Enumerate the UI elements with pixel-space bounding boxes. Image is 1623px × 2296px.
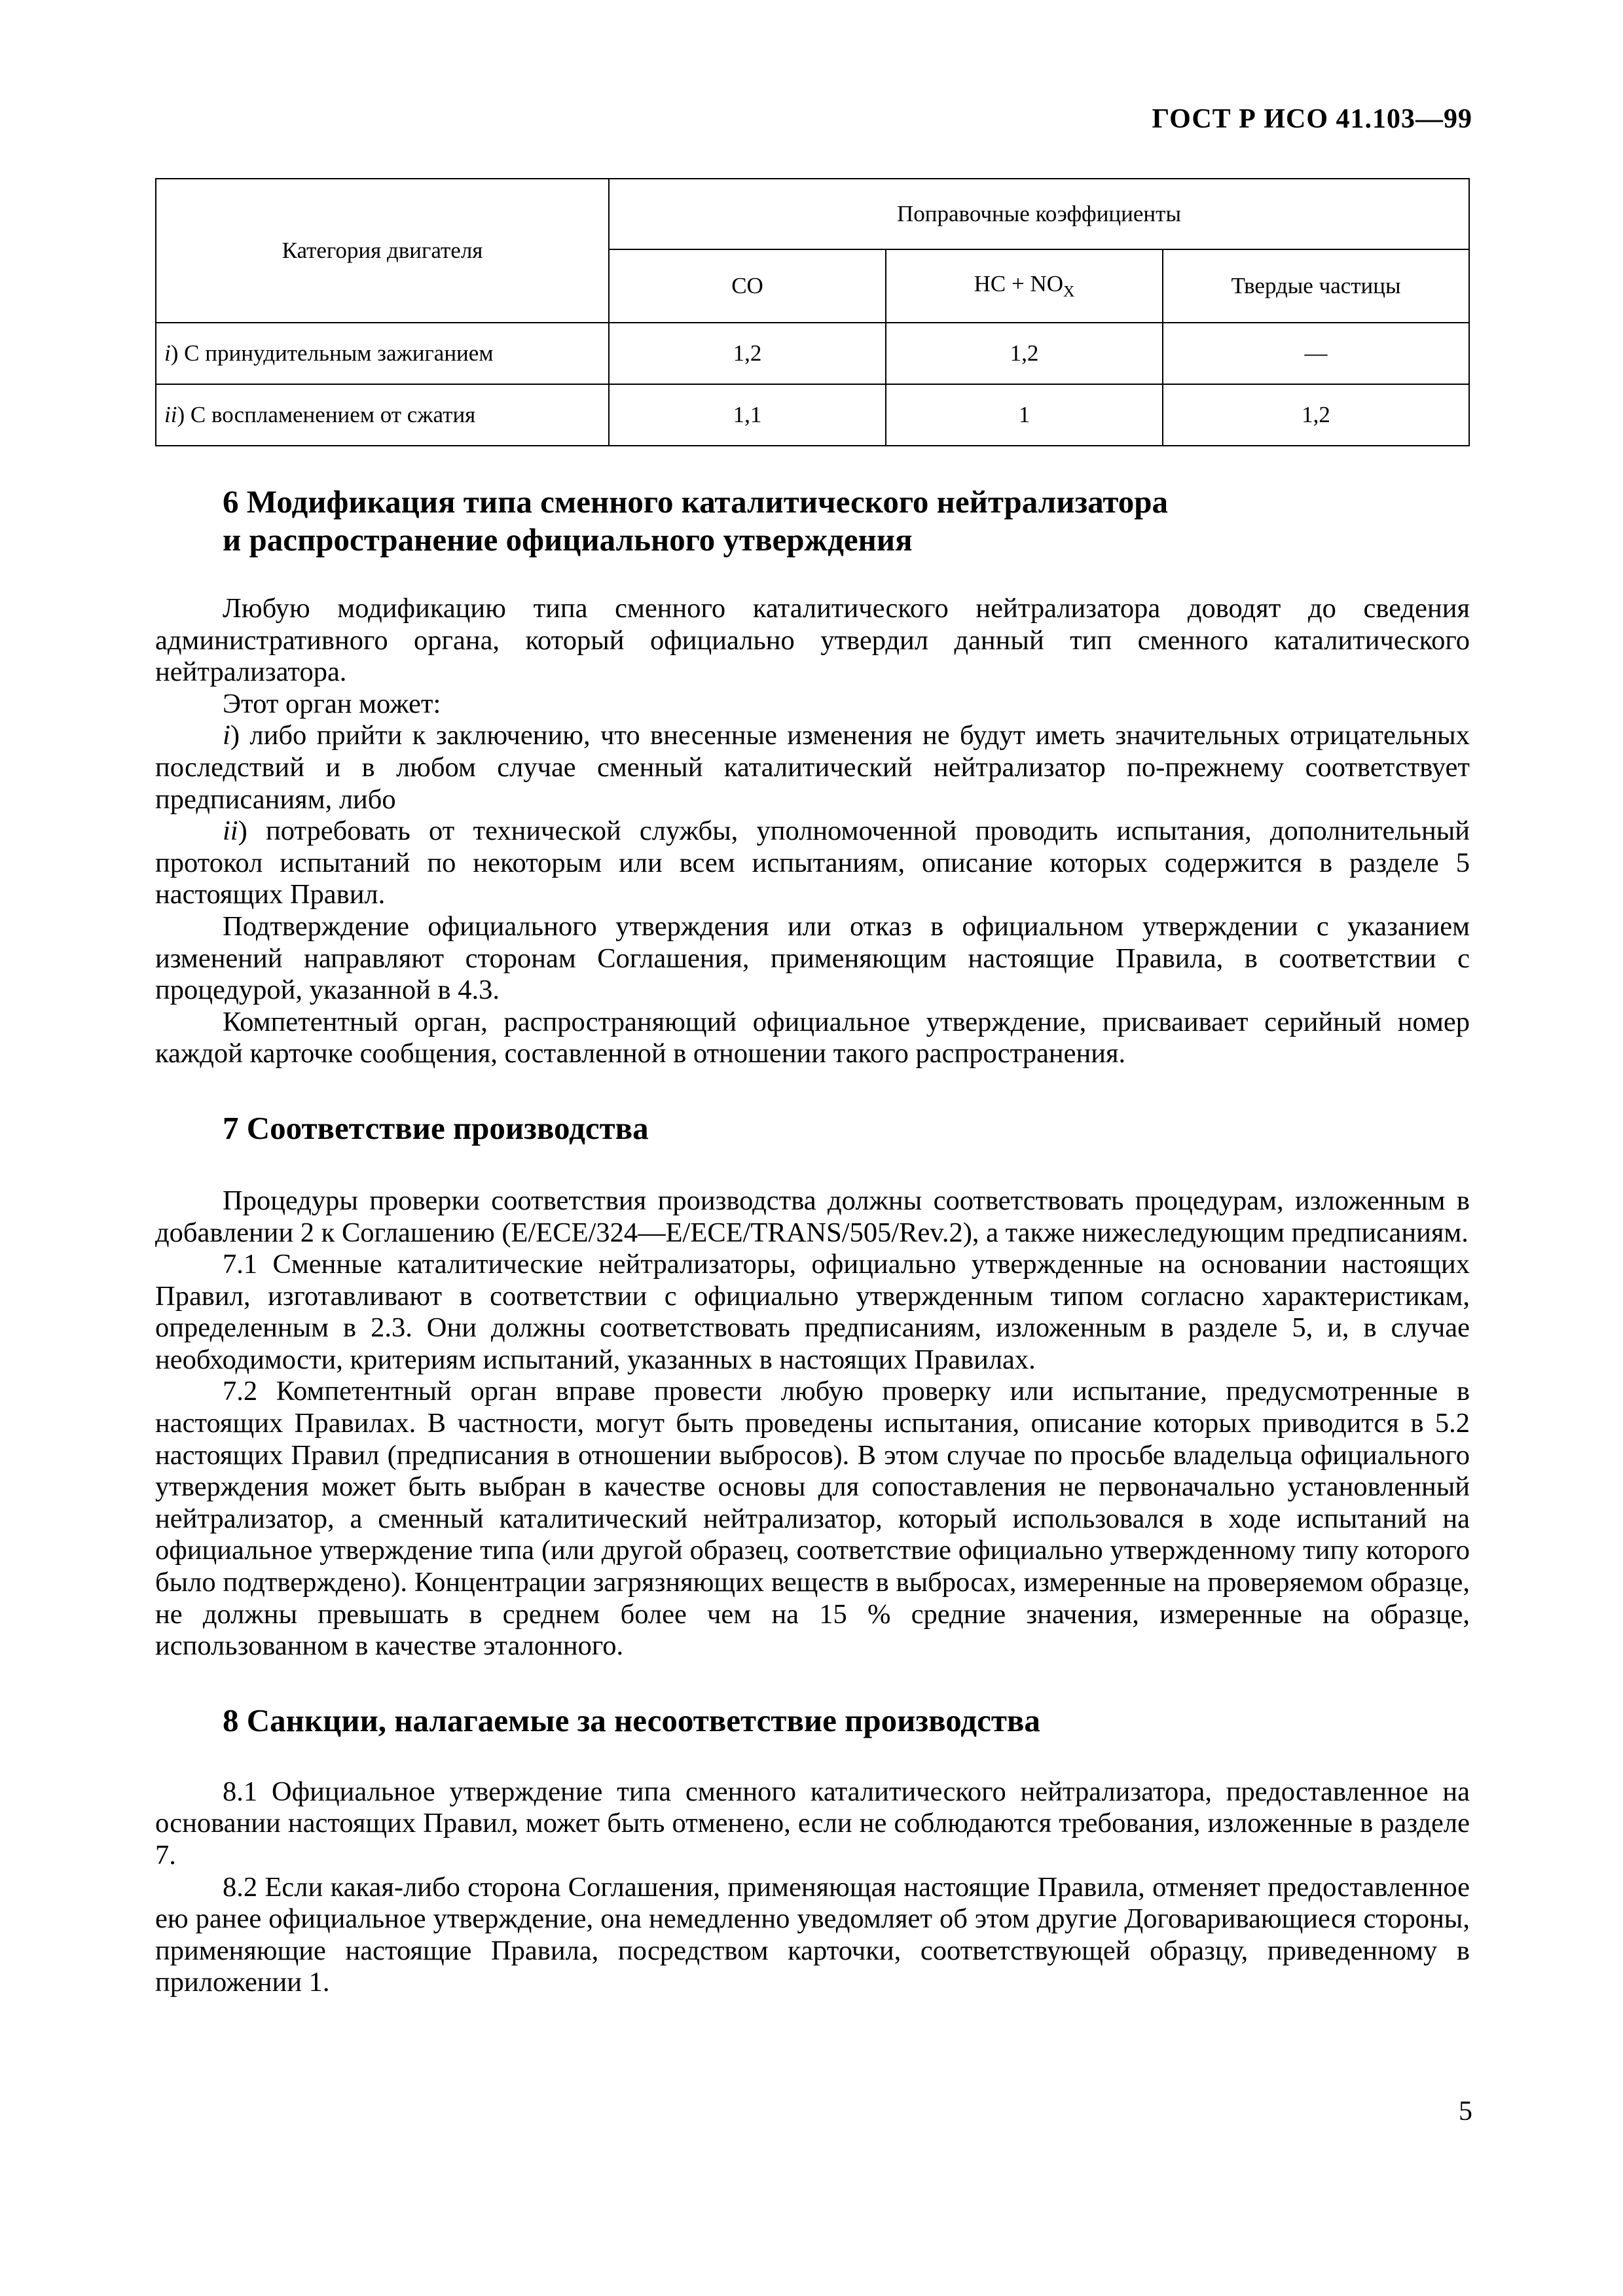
document-body [155,483,1470,1999]
section-8-paragraph: 8.1 Официальное утверждение типа сменного каталитического нейтрализатора, предоставленное на основании настоящих Правил, может быть отменено, если не соблюдаются требования, изложенные в разделе 7. [155,1776,1470,1871]
header-correction-factors: Поправочные коэффициенты [609,179,1469,249]
table-row [156,384,1469,446]
header-hc-nox: HC + $NO_X$ [886,249,1163,323]
section-6-paragraph: ii) потребовать от технической службы, уполномоченной проводить испытания, дополнительный протокол испытаний по некоторым или всем испытаниям, описание которых содержится в разделе 5 настоящих Правил. [155,816,1470,910]
row-co: 1,2 [609,323,886,384]
table-row [156,323,1469,384]
section-8-heading: 8 Санкции, налагаемые за несоответствие производства [223,1702,1040,1738]
row-hc-nox: 1 [886,384,1163,446]
row-category: i) С принудительным зажиганием [156,323,609,384]
section-6-paragraph: Подтверждение официального утверждения или отказ в официальном утверждении с указанием изменений направляют сторонам Соглашения, применяющим настоящие Правила, в соответствии с процедурой, указанной в 4.3. [155,910,1470,1006]
section-7-heading: 7 Соответствие производства [223,1109,649,1146]
section-6-heading: 6 Модификация типа сменного каталитического нейтрализатора и распространение официального утверждения [223,484,1169,558]
section-6-paragraph: Этот орган может: [223,688,441,719]
section-8-paragraph: 8.2 Если какая-либо сторона Соглашения, применяющая настоящие Правила, отменяет предоставленное ею ранее официальное утверждение, она немедленно уведомляет об этом другие Договаривающиеся стороны, применяющие настоящие Правила, посредством карточки, соответствующей образцу, приведенному в приложении 1. [155,1871,1470,1998]
document-code: ГОСТ Р ИСО 41.103—99 [1152,104,1472,134]
row-particulates: 1,2 [1163,384,1469,446]
header-co: CO [609,249,886,323]
row-particulates: — [1163,323,1469,384]
header-particulates: Твердые частицы [1163,249,1469,323]
header-engine-category: Категория двигателя [156,179,609,323]
section-7-paragraph: Процедуры проверки соответствия производства должны соответствовать процедурам, изложенным в добавлении 2 к Соглашению (E/ECE/324—E/ECE/TRANS/505/Rev.2), а также нижеследующим предписаниям. [155,1185,1470,1248]
row-category: ii) С воспламенением от сжатия [156,384,609,446]
section-6-paragraph: i) либо прийти к заключению, что внесенные изменения не будут иметь значительных отрицательных последствий и в любом случае сменный каталитический нейтрализатор по-прежнему соответствует предписаниям, либо [155,720,1470,815]
page-number: 5 [1459,2096,1472,2126]
correction-factors-table [155,178,1470,446]
section-7-paragraph: 7.1 Сменные каталитические нейтрализаторы, официально утвержденные на основании настоящих Правил, изготавливают в соответствии с официально утвержденным типом согласно характеристикам, определенным в 2.3. Они должны соответствовать предписаниям, изложенным в разделе 5, и, в случае необходимости, критериям испытаний, указанных в настоящих Правилах. [155,1249,1470,1375]
section-6-paragraph: Любую модификацию типа сменного каталитического нейтрализатора доводят до сведения административного органа, который официально утвердил данный тип сменного каталитического нейтрализатора. [155,593,1470,688]
section-7-paragraph: 7.2 Компетентный орган вправе провести любую проверку или испытание, предусмотренные в настоящих Правилах. В частности, могут быть проведены испытания, описание которых приводится в 5.2 настоящих Правил (предписания в отношении выбросов). В этом случае по просьбе владельца официального утверждения может быть выбран в качестве основы для сопоставления не первоначально установленный нейтрализатор, а сменный каталитический нейтрализатор, который использовался в ходе испытаний на официальное утверждение типа (или другой образец, соответствие официально утвержденному типу которого было подтверждено). Концентрации загрязняющих веществ в выбросах, измеренные на проверяемом образце, не должны превышать в среднем более чем на 15 % средние значения, измеренные на образце, использованном в качестве эталонного. [155,1376,1470,1662]
row-hc-nox: 1,2 [886,323,1163,384]
section-6-paragraph: Компетентный орган, распространяющий официальное утверждение, присваивает серийный номер каждой карточке сообщения, составленной в отношении такого распространения. [155,1006,1470,1069]
row-co: 1,1 [609,384,886,446]
